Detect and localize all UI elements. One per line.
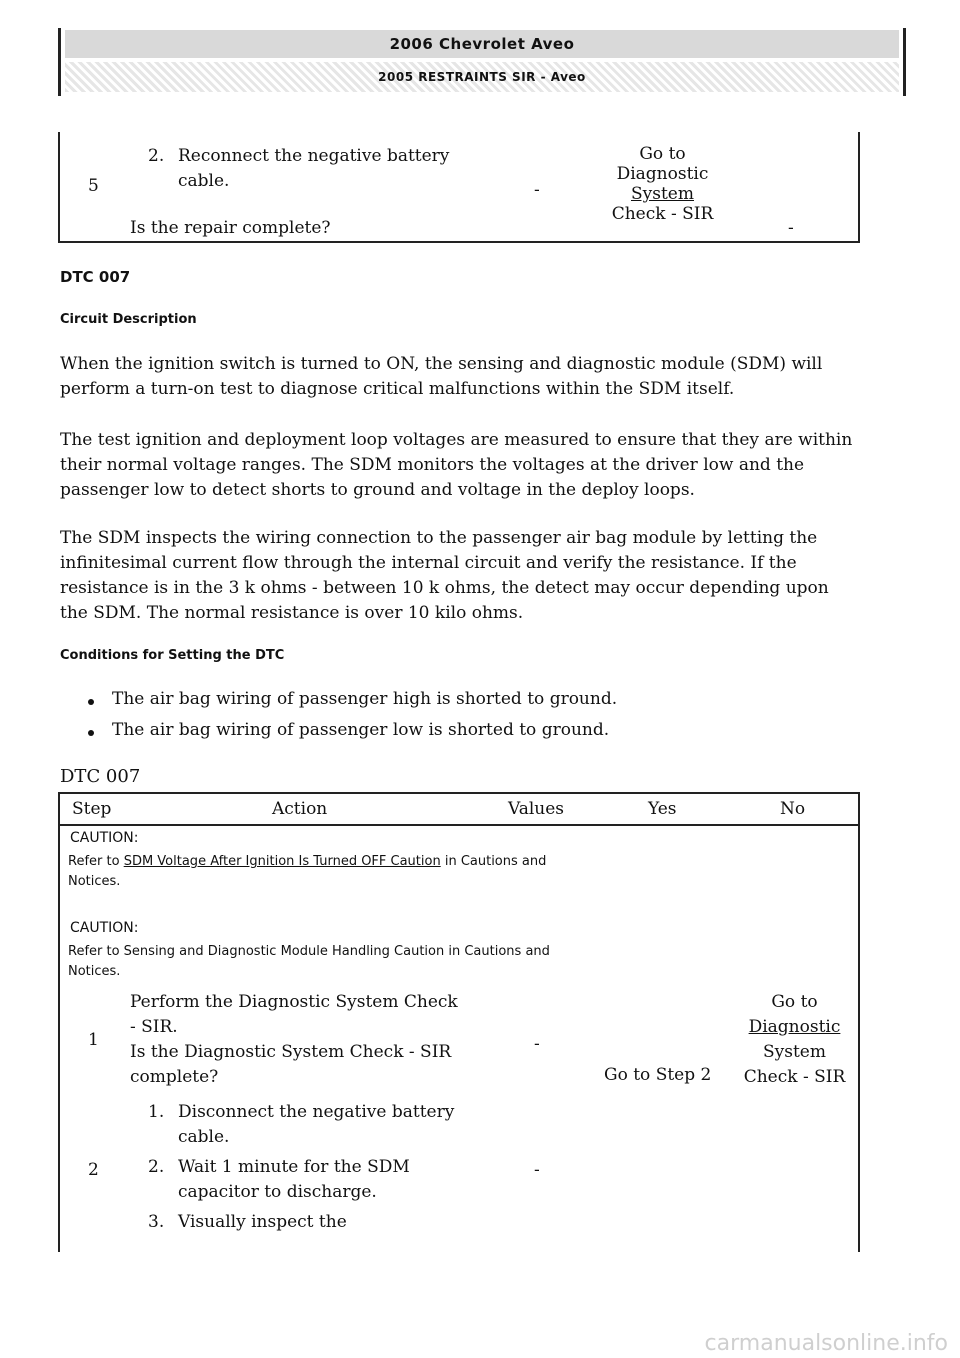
text-line: resistance is in the 3 k ohms - between 10 k ohms, the detect may occur depending upon [60, 578, 829, 598]
text-line: infinitesimal current flow through the internal circuit and verify the resistance. If the [60, 553, 797, 573]
caution-text: Notices. [68, 874, 121, 889]
section-heading: DTC 007 [60, 268, 131, 286]
header-title: 2006 Chevrolet Aveo [65, 30, 899, 58]
text-line: perform a turn-on test to diagnose critical malfunctions within the SDM itself. [60, 379, 735, 399]
top-step-table [58, 132, 860, 243]
action-text: cable. [178, 171, 230, 191]
dtc-table [58, 792, 860, 1252]
text-line: When the ignition switch is turned to ON, the sensing and diagnostic module (SDM) will [60, 354, 823, 374]
conditions-title: Conditions for Setting the DTC [60, 648, 285, 663]
header-subtitle: 2005 RESTRAINTS SIR - Aveo [65, 62, 899, 92]
caution-text [68, 854, 546, 869]
sdm-voltage-caution-link[interactable]: SDM Voltage After Ignition Is Turned OFF Caution [123, 854, 441, 869]
action-cell [130, 990, 458, 1090]
caution-text: Notices. [68, 964, 121, 979]
action-item-number: 1. [148, 1102, 165, 1122]
action-item-number: 2. [148, 146, 165, 166]
caution-label: CAUTION: [70, 920, 139, 936]
value-cell: - [534, 180, 540, 200]
paragraph-1 [60, 352, 890, 402]
value-cell: - [534, 1160, 540, 1180]
text-line: The test ignition and deployment loop voltages are measured to ensure that they are within [60, 430, 853, 450]
column-header-yes: Yes [648, 799, 677, 819]
diagnostic-system-link[interactable]: System [631, 184, 694, 204]
action-text: capacitor to discharge. [178, 1182, 377, 1202]
action-text: Disconnect the negative battery [178, 1102, 455, 1122]
circuit-description-title: Circuit Description [60, 312, 197, 327]
no-text: Go to [771, 992, 818, 1012]
condition-item: The air bag wiring of passenger low is shorted to ground. [112, 720, 610, 740]
yes-cell [600, 144, 725, 224]
action-text: Wait 1 minute for the SDM [178, 1157, 410, 1177]
paragraph-2 [60, 428, 890, 503]
action-text: Visually inspect the [178, 1212, 347, 1232]
yes-text: Check - SIR [611, 204, 714, 224]
bullet-icon [88, 730, 94, 736]
page-header [58, 28, 906, 96]
step-number: 1 [88, 1030, 99, 1050]
text-line: the SDM. The normal resistance is over 10 kilo ohms. [60, 603, 524, 623]
condition-item: The air bag wiring of passenger high is shorted to ground. [112, 689, 618, 709]
value-cell: - [534, 1034, 540, 1054]
no-cell: - [788, 218, 794, 238]
caution-label: CAUTION: [70, 830, 139, 846]
action-text: Perform the Diagnostic System Check [130, 992, 458, 1012]
action-text: Is the Diagnostic System Check - SIR [130, 1042, 452, 1062]
column-header-values: Values [508, 799, 565, 819]
caution-prefix: Refer to [68, 854, 124, 869]
action-item-number: 3. [148, 1212, 165, 1232]
column-header-action: Action [272, 799, 328, 819]
action-item-number: 2. [148, 1157, 165, 1177]
table-title: DTC 007 [60, 766, 141, 787]
no-cell [732, 990, 857, 1090]
action-text: Reconnect the negative battery [178, 146, 450, 166]
yes-text: Go to [639, 144, 686, 164]
text-line: passenger low to detect shorts to ground and voltage in the deploy loops. [60, 480, 695, 500]
column-header-no: No [780, 799, 806, 819]
step-number: 5 [88, 176, 99, 196]
text-line: The SDM inspects the wiring connection to the passenger air bag module by letting the [60, 528, 818, 548]
action-text: complete? [130, 1067, 219, 1087]
paragraph-3 [60, 526, 890, 626]
diagnostic-link[interactable]: Diagnostic [748, 1017, 841, 1037]
yes-cell: Go to Step 2 [604, 1065, 712, 1085]
step-number: 2 [88, 1160, 99, 1180]
column-header-step: Step [72, 799, 112, 819]
no-text: Check - SIR [743, 1067, 846, 1087]
header-divider [60, 824, 858, 826]
action-text: cable. [178, 1127, 230, 1147]
bullet-icon [88, 699, 94, 705]
footer-watermark: carmanualsonline.info [704, 1331, 948, 1356]
action-question: Is the repair complete? [130, 218, 331, 238]
caution-suffix: in Cautions and [440, 854, 547, 869]
no-text: System [763, 1042, 826, 1062]
action-text: - SIR. [130, 1017, 178, 1037]
text-line: their normal voltage ranges. The SDM monitors the voltages at the driver low and the [60, 455, 805, 475]
yes-text: Diagnostic [616, 164, 709, 184]
caution-text: Refer to Sensing and Diagnostic Module Handling Caution in Cautions and [68, 944, 550, 959]
